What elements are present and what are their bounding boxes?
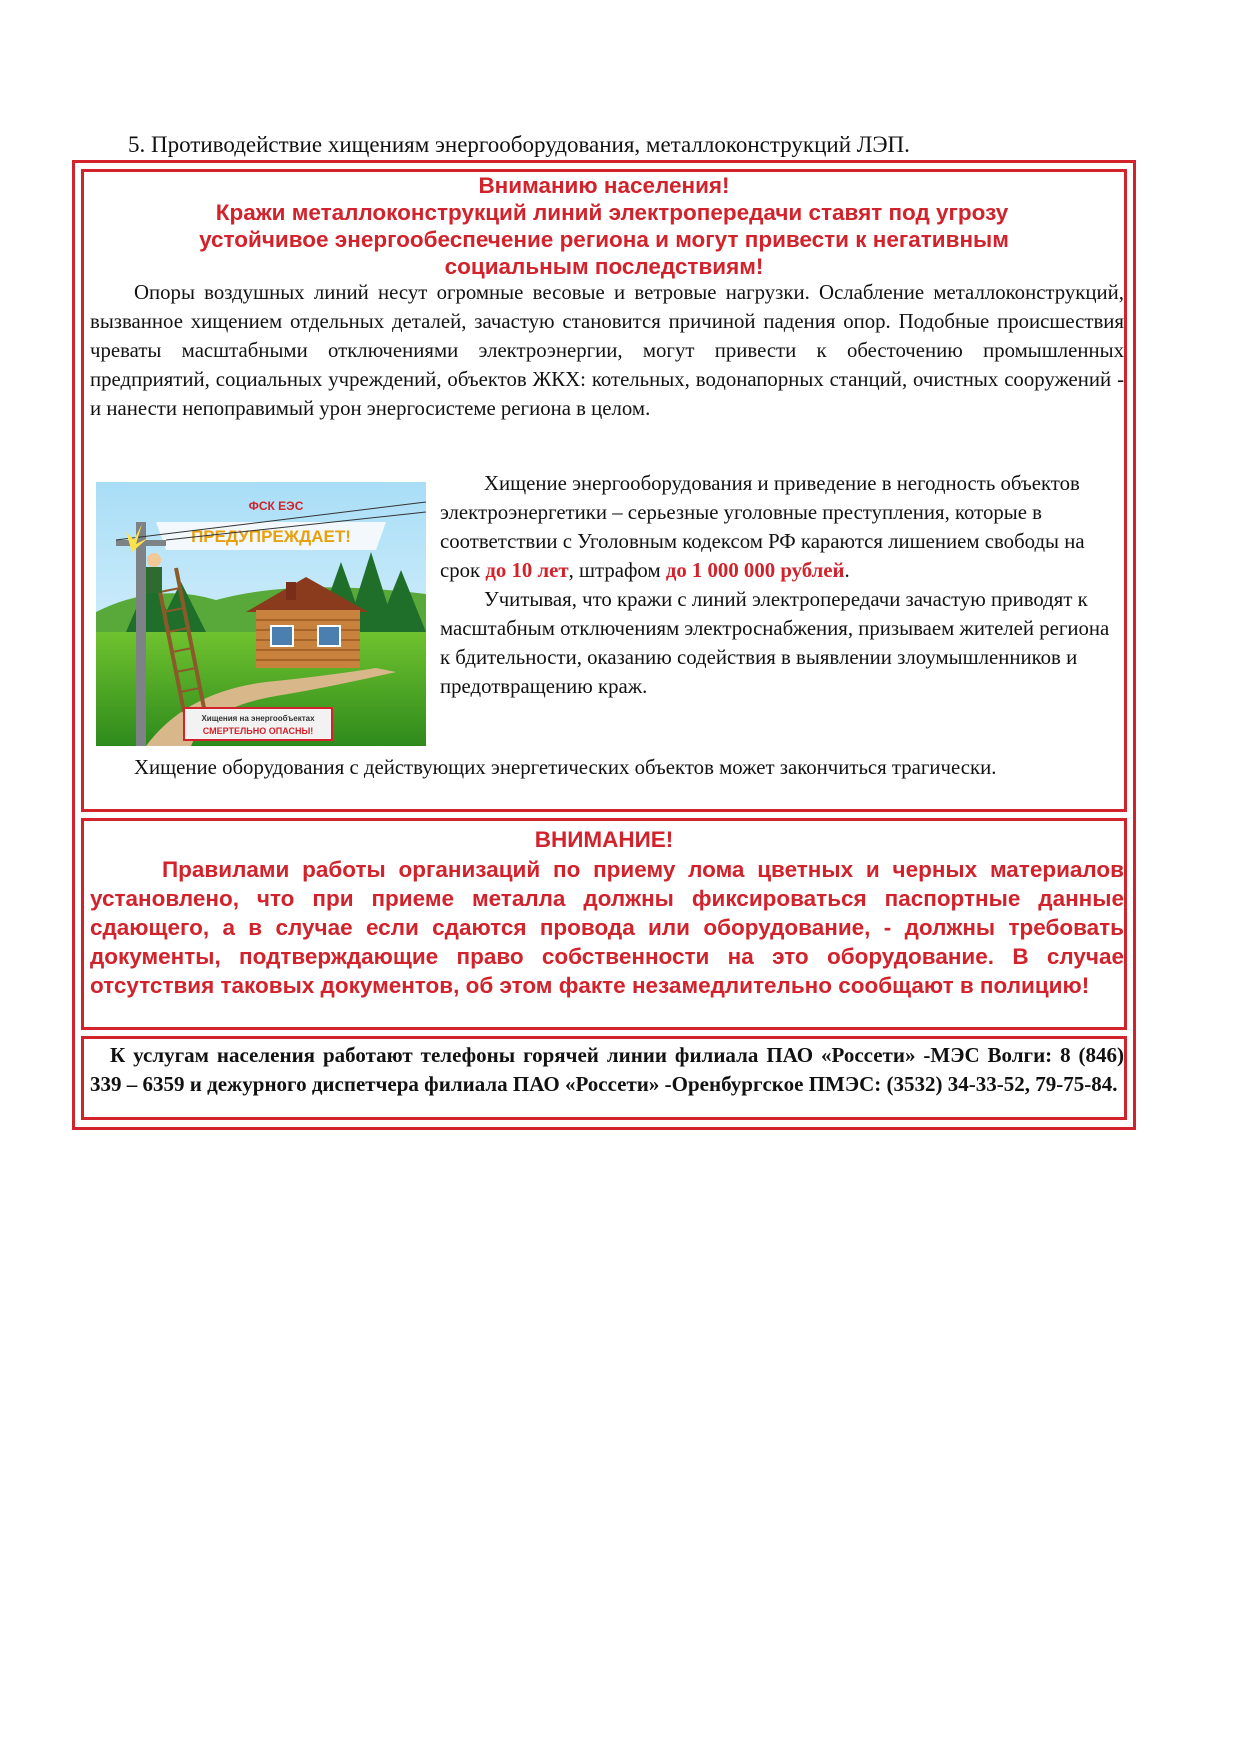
notice-right-column — [440, 469, 1124, 701]
notice-section — [81, 169, 1127, 812]
notice-paragraph — [440, 469, 1124, 585]
notice-title-line: устойчивое энергообеспечение региона и могут привести к негативным — [199, 227, 1009, 252]
attention-section — [81, 818, 1127, 1030]
notice-frame — [72, 160, 1136, 1130]
notice-paragraph: Опоры воздушных линий несут огромные весовые и ветровые нагрузки. Ослабление металлоконструкций, вызванное хищением отдельных деталей, зачастую становится причиной падения опор. Подобные происшествия чреваты масштабными отключениями электроэнергии, могут привести к обесточению промышленных предприятий, социальных учреждений, объектов ЖКХ: котельных, водонапорных станций, очистных сооружений - и нанести непоправимый урон энергосистеме региона в целом. — [90, 281, 1124, 420]
paragraph-text: Хищение энергооборудования и приведение в негодность объектов электроэнергетики – серьезные уголовные преступления, которые в соответствии с Уголовным кодексом РФ караются лишением свободы на срок — [440, 472, 1085, 582]
notice-title-line: Кражи металлоконструкций линий электропередачи ставят под угрозу — [215, 200, 1009, 225]
notice-title-line: Вниманию населения! — [478, 173, 730, 198]
paragraph-text: . — [844, 559, 850, 582]
attention-title: ВНИМАНИЕ! — [534, 827, 674, 852]
notice-paragraph: Учитывая, что кражи с линий электропередачи зачастую приводят к масштабным отключениям электроснабжения, призываем жителей региона к бдительности, оказанию содействия в выявлении злоумышленников и предотвращению краж. — [440, 588, 1110, 698]
prison-term: до 10 лет — [485, 559, 569, 582]
hotline-section — [81, 1036, 1127, 1120]
poster-banner: ПРЕДУПРЕЖДАЕТ! — [191, 527, 351, 546]
fine-amount: до 1 000 000 рублей — [665, 559, 845, 582]
hotline-text: К услугам населения работают телефоны горячей линии филиала ПАО «Россети» -МЭС Волги: 8 (846) 339 – 6359 и дежурного диспетчера филиала ПАО «Россети» -Оренбургское ПМЭС: (3532) 34-33-52, 79-75-84. — [90, 1043, 1124, 1096]
paragraph-text: , штрафом — [568, 559, 666, 582]
warning-poster-image — [96, 482, 426, 746]
section-heading: 5. Противодействие хищениям энергооборудования, металлоконструкций ЛЭП. — [128, 132, 910, 157]
notice-paragraph: Хищение оборудования с действующих энергетических объектов может закончиться трагически. — [134, 756, 997, 779]
poster-brand: ФСК ЕЭС — [248, 499, 304, 513]
notice-title-line: социальным последствиям! — [444, 254, 764, 279]
poster-sign-line2: СМЕРТЕЛЬНО ОПАСНЫ! — [202, 726, 314, 736]
attention-text: Правилами работы организаций по приему лома цветных и черных материалов установлено, что при приеме металла должны фиксироваться паспортные данные сдающего, а в случае если сдаются провода или оборудование, - должны требовать документы, подтверждающие право собственности на это оборудование. В случае отсутствия таковых документов, об этом факте незамедлительно сообщают в полицию! — [90, 857, 1124, 998]
notice-title — [84, 172, 1124, 280]
poster-sign-line1: Хищения на энергообъектах — [201, 714, 315, 723]
